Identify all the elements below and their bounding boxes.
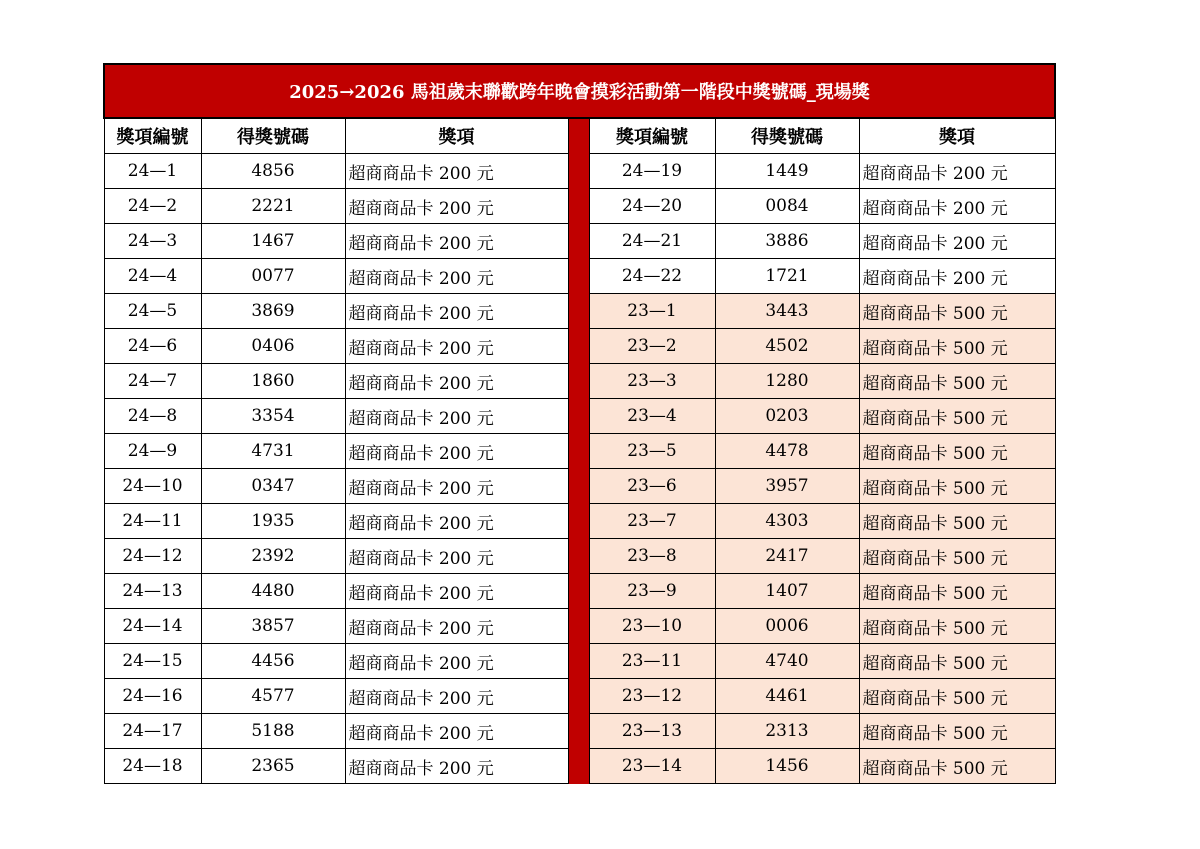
- table-row: [104, 189, 1055, 224]
- left-winning-number-cell: 3869: [201, 294, 345, 329]
- right-prize-id-cell: 24—20: [589, 189, 715, 224]
- right-winning-number-cell: 1721: [715, 259, 859, 294]
- left-winning-number-cell: 0406: [201, 329, 345, 364]
- right-prize-id-cell: 23—5: [589, 434, 715, 469]
- right-prize-id-cell: 23—6: [589, 469, 715, 504]
- left-prize-id-cell: 24—10: [104, 469, 201, 504]
- right-prize-cell: 超商商品卡 500 元: [859, 469, 1055, 504]
- left-prize-id-cell: 24—9: [104, 434, 201, 469]
- right-winning-number-cell: 4478: [715, 434, 859, 469]
- left-prize-id-cell: 24—12: [104, 539, 201, 574]
- right-header-winning-number: 得獎號碼: [715, 118, 859, 154]
- left-prize-id-cell: 24—6: [104, 329, 201, 364]
- left-prize-id-cell: 24—17: [104, 714, 201, 749]
- left-prize-id-cell: 24—18: [104, 749, 201, 784]
- right-prize-id-cell: 24—22: [589, 259, 715, 294]
- left-prize-id-cell: 24—4: [104, 259, 201, 294]
- left-header-prize-id: 獎項編號: [104, 118, 201, 154]
- right-prize-cell: 超商商品卡 500 元: [859, 679, 1055, 714]
- right-prize-id-cell: 23—12: [589, 679, 715, 714]
- left-prize-cell: 超商商品卡 200 元: [345, 679, 568, 714]
- right-prize-id-cell: 23—3: [589, 364, 715, 399]
- right-prize-id-cell: 23—13: [589, 714, 715, 749]
- column-separator: [568, 539, 589, 574]
- right-winning-number-cell: 3886: [715, 224, 859, 259]
- right-winning-number-cell: 1280: [715, 364, 859, 399]
- right-prize-id-cell: 23—10: [589, 609, 715, 644]
- left-prize-cell: 超商商品卡 200 元: [345, 259, 568, 294]
- column-separator: [568, 259, 589, 294]
- left-winning-number-cell: 2392: [201, 539, 345, 574]
- table-row: [104, 714, 1055, 749]
- right-prize-id-cell: 23—8: [589, 539, 715, 574]
- left-prize-id-cell: 24—8: [104, 399, 201, 434]
- right-prize-id-cell: 23—7: [589, 504, 715, 539]
- table-row: [104, 329, 1055, 364]
- left-prize-id-cell: 24—15: [104, 644, 201, 679]
- left-prize-id-cell: 24—11: [104, 504, 201, 539]
- right-winning-number-cell: 4502: [715, 329, 859, 364]
- left-prize-id-cell: 24—5: [104, 294, 201, 329]
- left-prize-id-cell: 24—1: [104, 154, 201, 189]
- table-row: [104, 644, 1055, 679]
- right-prize-cell: 超商商品卡 500 元: [859, 749, 1055, 784]
- left-prize-id-cell: 24—14: [104, 609, 201, 644]
- column-separator: [568, 154, 589, 189]
- right-prize-cell: 超商商品卡 500 元: [859, 609, 1055, 644]
- left-winning-number-cell: 4456: [201, 644, 345, 679]
- column-separator: [568, 434, 589, 469]
- right-prize-id-cell: 23—14: [589, 749, 715, 784]
- left-prize-cell: 超商商品卡 200 元: [345, 224, 568, 259]
- right-prize-id-cell: 23—11: [589, 644, 715, 679]
- table-row: [104, 294, 1055, 329]
- left-prize-cell: 超商商品卡 200 元: [345, 504, 568, 539]
- sheet-title: 2025→2026 馬祖歲末聯歡跨年晚會摸彩活動第一階段中獎號碼_現場獎: [104, 64, 1055, 118]
- right-prize-id-cell: 23—4: [589, 399, 715, 434]
- column-separator: [568, 364, 589, 399]
- left-winning-number-cell: 3857: [201, 609, 345, 644]
- table-row: [104, 749, 1055, 784]
- right-prize-cell: 超商商品卡 500 元: [859, 504, 1055, 539]
- right-winning-number-cell: 0084: [715, 189, 859, 224]
- column-separator: [568, 714, 589, 749]
- left-prize-cell: 超商商品卡 200 元: [345, 749, 568, 784]
- left-winning-number-cell: 1935: [201, 504, 345, 539]
- column-separator: [568, 189, 589, 224]
- right-winning-number-cell: 3443: [715, 294, 859, 329]
- left-winning-number-cell: 0347: [201, 469, 345, 504]
- left-prize-id-cell: 24—13: [104, 574, 201, 609]
- right-prize-id-cell: 23—9: [589, 574, 715, 609]
- table-row: [104, 539, 1055, 574]
- right-prize-cell: 超商商品卡 200 元: [859, 259, 1055, 294]
- right-prize-cell: 超商商品卡 500 元: [859, 434, 1055, 469]
- left-prize-id-cell: 24—16: [104, 679, 201, 714]
- table-row: [104, 574, 1055, 609]
- table-row: [104, 434, 1055, 469]
- column-separator: [568, 749, 589, 784]
- column-separator: [568, 224, 589, 259]
- left-prize-id-cell: 24—3: [104, 224, 201, 259]
- table-row: [104, 364, 1055, 399]
- left-prize-id-cell: 24—2: [104, 189, 201, 224]
- right-winning-number-cell: 1456: [715, 749, 859, 784]
- left-prize-cell: 超商商品卡 200 元: [345, 399, 568, 434]
- left-winning-number-cell: 3354: [201, 399, 345, 434]
- left-prize-cell: 超商商品卡 200 元: [345, 189, 568, 224]
- table-row: [104, 469, 1055, 504]
- right-prize-cell: 超商商品卡 500 元: [859, 644, 1055, 679]
- right-prize-cell: 超商商品卡 200 元: [859, 224, 1055, 259]
- column-separator: [568, 294, 589, 329]
- left-winning-number-cell: 1467: [201, 224, 345, 259]
- right-prize-cell: 超商商品卡 500 元: [859, 364, 1055, 399]
- table-row: [104, 679, 1055, 714]
- results-sheet: [103, 63, 1054, 784]
- right-prize-id-cell: 24—19: [589, 154, 715, 189]
- right-winning-number-cell: 3957: [715, 469, 859, 504]
- winners-table: [103, 63, 1056, 784]
- left-winning-number-cell: 1860: [201, 364, 345, 399]
- right-prize-id-cell: 24—21: [589, 224, 715, 259]
- column-separator: [568, 469, 589, 504]
- table-row: [104, 154, 1055, 189]
- left-prize-cell: 超商商品卡 200 元: [345, 154, 568, 189]
- left-header-prize: 獎項: [345, 118, 568, 154]
- column-separator: [568, 644, 589, 679]
- right-prize-cell: 超商商品卡 500 元: [859, 714, 1055, 749]
- left-prize-cell: 超商商品卡 200 元: [345, 294, 568, 329]
- left-prize-cell: 超商商品卡 200 元: [345, 574, 568, 609]
- left-prize-id-cell: 24—7: [104, 364, 201, 399]
- left-prize-cell: 超商商品卡 200 元: [345, 364, 568, 399]
- right-prize-cell: 超商商品卡 500 元: [859, 539, 1055, 574]
- left-header-winning-number: 得獎號碼: [201, 118, 345, 154]
- table-row: [104, 504, 1055, 539]
- table-row: [104, 609, 1055, 644]
- right-winning-number-cell: 0203: [715, 399, 859, 434]
- right-header-prize-id: 獎項編號: [589, 118, 715, 154]
- column-separator: [568, 504, 589, 539]
- right-prize-cell: 超商商品卡 500 元: [859, 294, 1055, 329]
- left-prize-cell: 超商商品卡 200 元: [345, 434, 568, 469]
- left-prize-cell: 超商商品卡 200 元: [345, 609, 568, 644]
- right-winning-number-cell: 4461: [715, 679, 859, 714]
- right-winning-number-cell: 2417: [715, 539, 859, 574]
- column-separator: [568, 679, 589, 714]
- left-winning-number-cell: 4856: [201, 154, 345, 189]
- header-row: [104, 118, 1055, 154]
- left-winning-number-cell: 4731: [201, 434, 345, 469]
- right-prize-cell: 超商商品卡 500 元: [859, 399, 1055, 434]
- right-winning-number-cell: 0006: [715, 609, 859, 644]
- table-row: [104, 399, 1055, 434]
- left-prize-cell: 超商商品卡 200 元: [345, 469, 568, 504]
- left-winning-number-cell: 4577: [201, 679, 345, 714]
- left-winning-number-cell: 2365: [201, 749, 345, 784]
- column-separator: [568, 399, 589, 434]
- left-winning-number-cell: 2221: [201, 189, 345, 224]
- left-prize-cell: 超商商品卡 200 元: [345, 644, 568, 679]
- left-prize-cell: 超商商品卡 200 元: [345, 714, 568, 749]
- left-winning-number-cell: 0077: [201, 259, 345, 294]
- right-prize-cell: 超商商品卡 200 元: [859, 154, 1055, 189]
- column-separator: [568, 329, 589, 364]
- table-row: [104, 224, 1055, 259]
- column-separator: [568, 574, 589, 609]
- table-row: [104, 259, 1055, 294]
- column-separator: [568, 118, 589, 154]
- right-winning-number-cell: 1449: [715, 154, 859, 189]
- left-prize-cell: 超商商品卡 200 元: [345, 329, 568, 364]
- right-winning-number-cell: 4303: [715, 504, 859, 539]
- winners-rows: [104, 154, 1055, 784]
- right-winning-number-cell: 4740: [715, 644, 859, 679]
- right-prize-cell: 超商商品卡 200 元: [859, 189, 1055, 224]
- right-prize-id-cell: 23—1: [589, 294, 715, 329]
- right-winning-number-cell: 1407: [715, 574, 859, 609]
- left-winning-number-cell: 4480: [201, 574, 345, 609]
- right-header-prize: 獎項: [859, 118, 1055, 154]
- left-winning-number-cell: 5188: [201, 714, 345, 749]
- column-separator: [568, 609, 589, 644]
- right-prize-cell: 超商商品卡 500 元: [859, 329, 1055, 364]
- right-prize-cell: 超商商品卡 500 元: [859, 574, 1055, 609]
- right-prize-id-cell: 23—2: [589, 329, 715, 364]
- right-winning-number-cell: 2313: [715, 714, 859, 749]
- left-prize-cell: 超商商品卡 200 元: [345, 539, 568, 574]
